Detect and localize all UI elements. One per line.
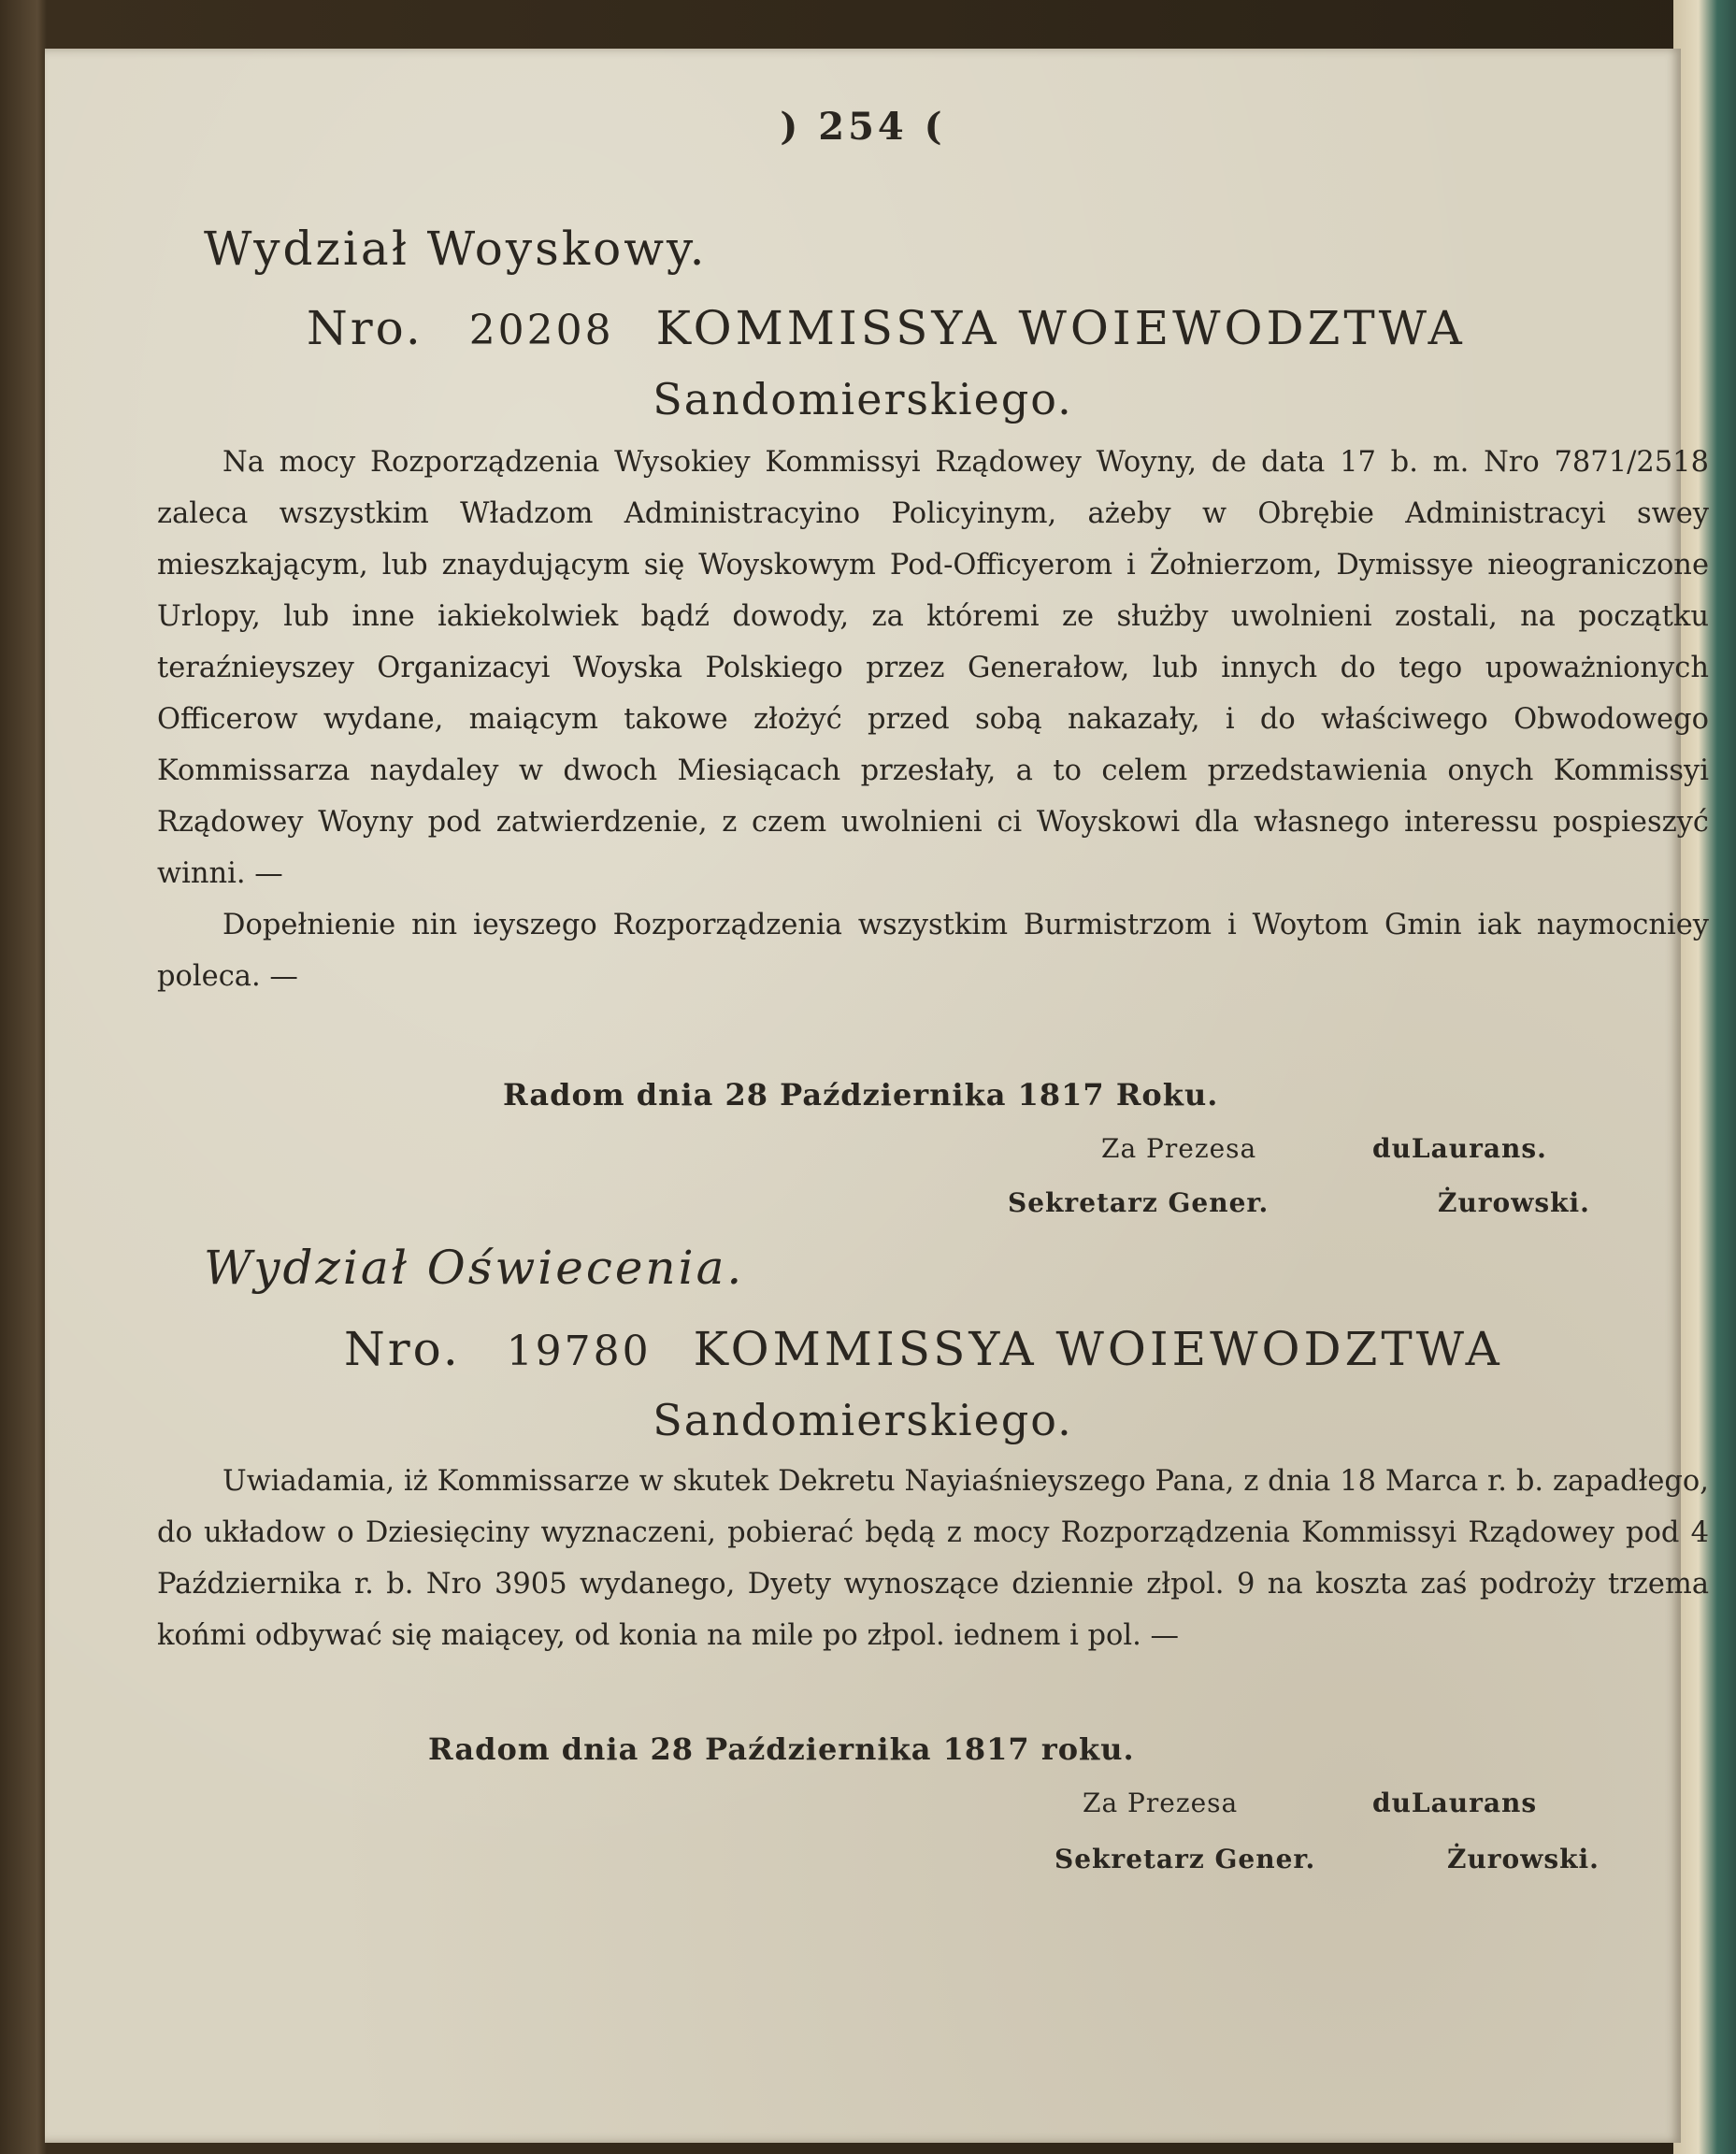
page-number: ) 254 ( (780, 105, 946, 149)
nro-label: Nro. (344, 1322, 461, 1376)
notice-body-2 (157, 1456, 1709, 1661)
notice-number: 19780 (506, 1328, 652, 1375)
notice-body-1 (157, 437, 1709, 1002)
authority-title: KOMMISSYA WOIEWODZTWA (693, 1322, 1503, 1376)
notice-number-line-2 (344, 1322, 1503, 1376)
signature-name: Żurowski. (1447, 1844, 1600, 1874)
notice-number-line-1 (307, 301, 1466, 355)
department-heading-military: Wydział Woyskowy. (204, 222, 708, 276)
place-date: Radom dnia 28 Października 1817 roku. (428, 1731, 1135, 1767)
signature-label: Za Prezesa (1083, 1788, 1239, 1818)
signature-name: Żurowski. (1438, 1187, 1590, 1218)
region-subtitle: Sandomierskiego. (653, 1395, 1073, 1445)
department-heading-education: Wydział Oświecenia. (204, 1241, 745, 1295)
signature-name: duLaurans. (1372, 1133, 1547, 1164)
signature-name: duLaurans (1372, 1788, 1538, 1818)
place-date: Radom dnia 28 Października 1817 Roku. (503, 1077, 1219, 1113)
signature-label: Sekretarz Gener. (1055, 1844, 1316, 1874)
signature-label: Sekretarz Gener. (1008, 1187, 1270, 1218)
signature-label: Za Prezesa (1101, 1133, 1257, 1164)
document-page (45, 49, 1709, 2143)
nro-label: Nro. (307, 301, 423, 355)
book-spine-edge (1673, 0, 1736, 2154)
notice-number: 20208 (468, 307, 614, 354)
authority-title: KOMMISSYA WOIEWODZTWA (655, 301, 1466, 355)
region-subtitle: Sandomierskiego. (653, 374, 1073, 424)
paragraph: Na mocy Rozporządzenia Wysokiey Kommissyi Rządowey Woyny, de data 17 b. m. Nro 7871/2518 zaleca wszystkim Władzom Administracyino Policyinym, ażeby w Obrębie Administracyi swey mieszkającym, lub znaydującym się Woyskowym Pod-Officyerom i Żołnierzom, Dymissye nieograniczone Urlopy, lub inne iakiekolwiek bądź dowody, za któremi ze służby uwolnieni zostali, na początku teraźnieyszey Organizacyi Woyska Polskiego przez Generałow, lub innych do tego upoważnionych Officerow wydane, maiącym takowe złożyć przed sobą nakazały, i do właściwego Obwodowego Kommissarza naydaley w dwoch Miesiącach przesłały, a to celem przedstawienia onych Kommissyi Rządowey Woyny pod zatwierdzenie, z czem uwolnieni ci Woyskowi dla własnego interessu pospieszyć winni. — (157, 446, 1709, 890)
paragraph: Dopełnienie nin ieyszego Rozporządzenia wszystkim Burmistrzom i Woytom Gmin iak naymocniey poleca. — (157, 909, 1709, 993)
paragraph: Uwiadamia, iż Kommissarze w skutek Dekretu Nayiaśnieyszego Pana, z dnia 18 Marca r. b. zapadłego, do układow o Dziesięciny wyznaczeni, pobierać będą z mocy Rozporządzenia Kommissyi Rządowey pod 4 Października r. b. Nro 3905 wydanego, Dyety wynoszące dziennie złpol. 9 na koszta zaś podroży trzema końmi odbywać się maiącey, od konia na mile po złpol. iednem i pol. — (157, 1465, 1709, 1652)
